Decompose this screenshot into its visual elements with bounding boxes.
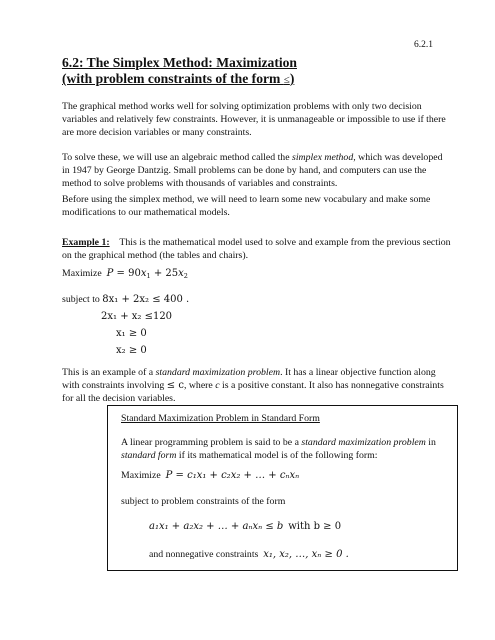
example-label: Example 1: bbox=[62, 237, 110, 248]
objective-function: Maximize $P = 90x_1 + 25x_2$ bbox=[62, 268, 188, 280]
example-1-intro: Example 1: This is the mathematical model used to solve and example from the previous section on the graphical method (the tables and chairs). bbox=[62, 237, 451, 262]
intro-paragraph: The graphical method works well for solving optimization problems with only two decision variables and relatively few constraints. However, it is unmanageable or impossible to use if there are more decision variables or many constraints. bbox=[62, 101, 446, 139]
vocabulary-paragraph: Before using the simplex method, we will need to learn some new vocabulary and make some modifications to our mathematical models. bbox=[62, 194, 431, 219]
page-number: 6.2.1 bbox=[414, 40, 433, 50]
constraint-3: x₁ ≥ 0 bbox=[116, 328, 147, 339]
title-line-1: 6.2: The Simplex Method: Maximization bbox=[62, 55, 297, 70]
simplex-paragraph: To solve these, we will use an algebraic method called the simplex method, which was developed in 1947 by George Dantzig. Small problems can be done by hand, and computers can use the method to solve problems with thousands of variables and constraints. bbox=[62, 152, 443, 190]
constraint-4: x₂ ≥ 0 bbox=[116, 345, 147, 356]
constraint-2: 2x₁ + x₂ ≤120 bbox=[101, 311, 173, 322]
box-intro: A linear programming problem is said to be a standard maximization problem in standard form if its mathematical model is of the following form: bbox=[121, 437, 436, 461]
simplex-term: simplex method bbox=[292, 152, 354, 163]
box-constraint: a₁x₁ + a₂x₂ + … + aₙxₙ ≤ b with b ≥ 0 bbox=[149, 521, 342, 532]
definition-box bbox=[107, 405, 458, 571]
box-subject-line: subject to problem constraints of the form bbox=[121, 496, 286, 507]
subject-to-line: subject to 8x₁ + 2x₂ ≤ 400 . bbox=[62, 294, 190, 305]
constraint-1: 8x₁ + 2x₂ ≤ 400 . bbox=[102, 294, 190, 305]
standard-max-term: standard maximization problem bbox=[155, 367, 281, 378]
page-title bbox=[62, 55, 297, 88]
standard-max-paragraph: This is an example of a standard maximization problem. It has a linear objective function along with constraints involving ≤ c, where c is a positive constant. It also has nonnegative constraints for all the decision variables. bbox=[62, 367, 444, 405]
box-title: Standard Maximization Problem in Standard Form bbox=[121, 413, 320, 424]
box-nonnegative: and nonnegative constraints x₁, x₂, …, xₙ ≥ 0 . bbox=[149, 549, 349, 560]
box-objective: Maximize P = c₁x₁ + c₂x₂ + … + cₙxₙ bbox=[121, 470, 300, 481]
title-line-2: (with problem constraints of the form ≤) bbox=[62, 71, 295, 86]
